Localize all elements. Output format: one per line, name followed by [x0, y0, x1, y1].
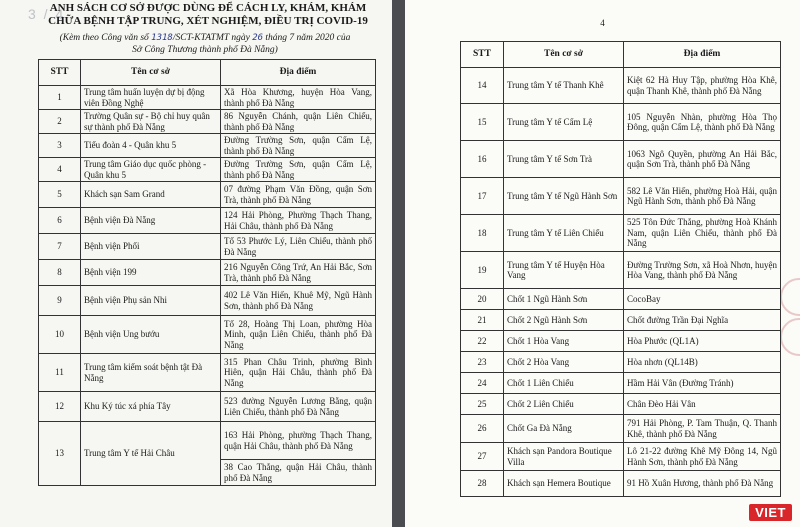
table-row	[461, 310, 781, 331]
table-row	[39, 110, 376, 134]
row-name: Trường Quân sự - Bộ chỉ huy quân sự thành phố Đà Nẵng	[81, 110, 221, 134]
header-name: Tên cơ sở	[81, 60, 221, 86]
table-row	[39, 208, 376, 234]
row-address: Đường Trường Sơn, quận Cẩm Lệ, thành phố Đà Nẵng	[221, 158, 376, 182]
row-stt: 14	[461, 68, 504, 104]
row-name: Trung tâm kiểm soát bệnh tật Đà Nẵng	[81, 354, 221, 392]
subtitle-line-2: Sở Công Thương thành phố Đà Nẵng)	[132, 45, 278, 55]
header-name: Tên cơ sở	[504, 42, 624, 68]
facility-table-left	[38, 59, 376, 486]
row-address: Hầm Hải Vân (Đường Tránh)	[624, 373, 781, 394]
table-row	[39, 354, 376, 392]
viet-watermark-logo: VIET	[749, 504, 792, 521]
table-row	[39, 158, 376, 182]
document-page-4	[405, 0, 800, 527]
table-header-row	[39, 60, 376, 86]
row-stt: 17	[461, 178, 504, 215]
row-stt: 26	[461, 415, 504, 443]
header-stt: STT	[39, 60, 81, 86]
facility-table-right	[460, 41, 781, 497]
document-page-3	[0, 0, 392, 527]
subtitle-suffix: tháng 7 năm 2020 của	[265, 33, 351, 43]
table-header-row	[461, 42, 781, 68]
row-address: 525 Tôn Đức Thắng, phường Hoà Khánh Nam, quận Liên Chiểu, thành phố Đà Nẵng	[624, 215, 781, 252]
row-name: Trung tâm Y tế Sơn Trà	[504, 141, 624, 178]
row-name: Trung tâm Y tế Hải Châu	[81, 422, 221, 486]
row-stt: 1	[39, 86, 81, 110]
table-row	[39, 234, 376, 260]
row-address: 1063 Ngô Quyền, phường An Hải Bắc, quận Sơn Trà, thành phố Đà Nẵng	[624, 141, 781, 178]
row-address: 105 Nguyễn Nhàn, phường Hòa Thọ Đông, quận Cẩm Lệ, thành phố Đà Nẵng	[624, 104, 781, 141]
row-stt: 23	[461, 352, 504, 373]
row-name: Trung tâm Y tế Thanh Khê	[504, 68, 624, 104]
row-address: Tổ 53 Phước Lý, Liên Chiểu, thành phố Đà Nẵng	[221, 234, 376, 260]
table-row	[39, 422, 376, 460]
subtitle-mid: /SCT-KTATMT ngày	[172, 33, 250, 43]
row-name: Bệnh viện Đà Nẵng	[81, 208, 221, 234]
row-address: 791 Hải Phòng, P. Tam Thuận, Q. Thanh Khê, thành phố Đà Nẵng	[624, 415, 781, 443]
table-row	[461, 352, 781, 373]
row-stt: 10	[39, 316, 81, 354]
row-address: Hòa nhơn (QL14B)	[624, 352, 781, 373]
table-row	[461, 415, 781, 443]
row-address: Lô 21-22 đường Khê Mỹ Đông 14, Ngũ Hành Sơn, thành phố Đà Nẵng	[624, 443, 781, 471]
table-row	[461, 178, 781, 215]
table-row	[39, 134, 376, 158]
row-stt: 4	[39, 158, 81, 182]
stamp-mark	[780, 278, 800, 316]
row-name: Khách sạn Pandora Boutique Villa	[504, 443, 624, 471]
row-address: 163 Hải Phòng, phường Thạch Thang, quận Hải Châu, thành phố Đà Nẵng	[221, 422, 376, 460]
row-name: Chốt Ga Đà Nẵng	[504, 415, 624, 443]
table-row	[39, 86, 376, 110]
document-title	[38, 2, 378, 28]
row-address: 91 Hồ Xuân Hương, thành phố Đà Nẵng	[624, 471, 781, 497]
header-address: Địa điểm	[221, 60, 376, 86]
row-address: 402 Lê Văn Hiến, Khuê Mỹ, Ngũ Hành Sơn, thành phố Đà Nẵng	[221, 286, 376, 316]
title-line-1: ANH SÁCH CƠ SỞ ĐƯỢC DÙNG ĐỂ CÁCH LY, KHÁM, KHÁM	[49, 2, 367, 14]
row-stt: 3	[39, 134, 81, 158]
table-row	[461, 215, 781, 252]
row-name: Trung tâm Giáo dục quốc phòng - Quân khu 5	[81, 158, 221, 182]
row-stt: 24	[461, 373, 504, 394]
subtitle-prefix: (Kèm theo Công văn số	[59, 33, 149, 43]
page-number: 4	[600, 18, 605, 28]
row-stt: 22	[461, 331, 504, 352]
row-stt: 16	[461, 141, 504, 178]
row-address: Chốt đường Trần Đại Nghĩa	[624, 310, 781, 331]
row-stt: 25	[461, 394, 504, 415]
row-name: Chốt 1 Ngũ Hành Sơn	[504, 289, 624, 310]
page-indicator: 3 / 4	[28, 6, 66, 22]
row-name: Chốt 2 Liên Chiểu	[504, 394, 624, 415]
row-name: Khách sạn Hemera Boutique	[504, 471, 624, 497]
handwritten-doc-number: 1318	[151, 33, 173, 43]
table-row	[39, 182, 376, 208]
row-stt: 5	[39, 182, 81, 208]
row-name: Chốt 1 Liên Chiểu	[504, 373, 624, 394]
row-address: Hòa Phước (QL1A)	[624, 331, 781, 352]
row-name: Bệnh viện Phụ sản Nhi	[81, 286, 221, 316]
table-row	[461, 394, 781, 415]
row-address: 523 đường Nguyễn Lương Bằng, quận Liên Chiểu, thành phố Đà Nẵng	[221, 392, 376, 422]
table-row	[461, 289, 781, 310]
row-name: Bệnh viện Ung bướu	[81, 316, 221, 354]
row-stt: 20	[461, 289, 504, 310]
row-name: Trung tâm Y tế Cẩm Lệ	[504, 104, 624, 141]
row-stt: 9	[39, 286, 81, 316]
table-row	[39, 260, 376, 286]
row-address: Kiệt 62 Hà Huy Tập, phường Hòa Khê, quận Thanh Khê, thành phố Đà Nẵng	[624, 68, 781, 104]
row-address: Tổ 28, Hoàng Thị Loan, phường Hòa Minh, quận Liên Chiểu, thành phố Đà Nẵng	[221, 316, 376, 354]
row-name: Tiểu đoàn 4 - Quân khu 5	[81, 134, 221, 158]
row-stt: 7	[39, 234, 81, 260]
table-row	[39, 392, 376, 422]
row-address: 582 Lê Văn Hiến, phường Hoà Hải, quận Ngũ Hành Sơn, thành phố Đà Nẵng	[624, 178, 781, 215]
row-stt: 28	[461, 471, 504, 497]
row-address: 86 Nguyễn Chánh, quận Liên Chiểu, thành phố Đà Nẵng	[221, 110, 376, 134]
row-stt: 12	[39, 392, 81, 422]
row-stt: 2	[39, 110, 81, 134]
table-row	[461, 471, 781, 497]
table-row	[461, 252, 781, 289]
stamp-mark	[780, 318, 800, 356]
row-name: Trung tâm Y tế Ngũ Hành Sơn	[504, 178, 624, 215]
row-name: Trung tâm huấn luyện dự bị động viên Đồng Nghệ	[81, 86, 221, 110]
row-name: Khách sạn Sam Grand	[81, 182, 221, 208]
table-row	[461, 141, 781, 178]
table-row	[461, 104, 781, 141]
header-stt: STT	[461, 42, 504, 68]
table-row	[461, 443, 781, 471]
row-stt: 13	[39, 422, 81, 486]
row-address: Đường Trường Sơn, xã Hoà Nhơn, huyện Hòa Vang, thành phố Đà Nẵng	[624, 252, 781, 289]
row-address: Chân Đèo Hải Vân	[624, 394, 781, 415]
document-subtitle	[50, 32, 360, 56]
table-row	[39, 286, 376, 316]
table-row	[461, 331, 781, 352]
row-address: 07 đường Phạm Văn Đồng, quận Sơn Trà, thành phố Đà Nẵng	[221, 182, 376, 208]
row-name: Chốt 2 Ngũ Hành Sơn	[504, 310, 624, 331]
row-stt: 6	[39, 208, 81, 234]
table-row	[461, 68, 781, 104]
row-address: Xã Hòa Khương, huyện Hòa Vang, thành phố Đà Nẵng	[221, 86, 376, 110]
row-name: Trung tâm Y tế Huyện Hòa Vang	[504, 252, 624, 289]
row-address: Đường Trường Sơn, quận Cẩm Lệ, thành phố Đà Nẵng	[221, 134, 376, 158]
title-line-2: CHỮA BỆNH TẬP TRUNG, XÉT NGHIỆM, ĐIỀU TRỊ COVID-19	[48, 15, 368, 27]
row-name: Bệnh viện Phổi	[81, 234, 221, 260]
row-stt: 15	[461, 104, 504, 141]
row-name: Khu Ký túc xá phía Tây	[81, 392, 221, 422]
row-stt: 18	[461, 215, 504, 252]
row-address: CocoBay	[624, 289, 781, 310]
row-name: Trung tâm Y tế Liên Chiểu	[504, 215, 624, 252]
row-address-2: 38 Cao Thắng, quận Hải Châu, thành phố Đà Nẵng	[221, 460, 376, 486]
row-name: Chốt 1 Hòa Vang	[504, 331, 624, 352]
row-address: 315 Phan Châu Trinh, phường Bình Hiên, quận Hải Châu, thành phố Đà Nẵng	[221, 354, 376, 392]
row-address: 216 Nguyễn Công Trứ, An Hải Bắc, Sơn Trà, thành phố Đà Nẵng	[221, 260, 376, 286]
row-stt: 27	[461, 443, 504, 471]
table-row	[461, 373, 781, 394]
handwritten-day: 26	[252, 33, 264, 43]
row-name: Bệnh viện 199	[81, 260, 221, 286]
row-stt: 11	[39, 354, 81, 392]
row-name: Chốt 2 Hòa Vang	[504, 352, 624, 373]
table-row	[39, 316, 376, 354]
row-stt: 8	[39, 260, 81, 286]
row-address: 124 Hải Phòng, Phường Thạch Thang, Hải Châu, thành phố Đà Nẵng	[221, 208, 376, 234]
row-stt: 19	[461, 252, 504, 289]
row-stt: 21	[461, 310, 504, 331]
header-address: Địa điểm	[624, 42, 781, 68]
